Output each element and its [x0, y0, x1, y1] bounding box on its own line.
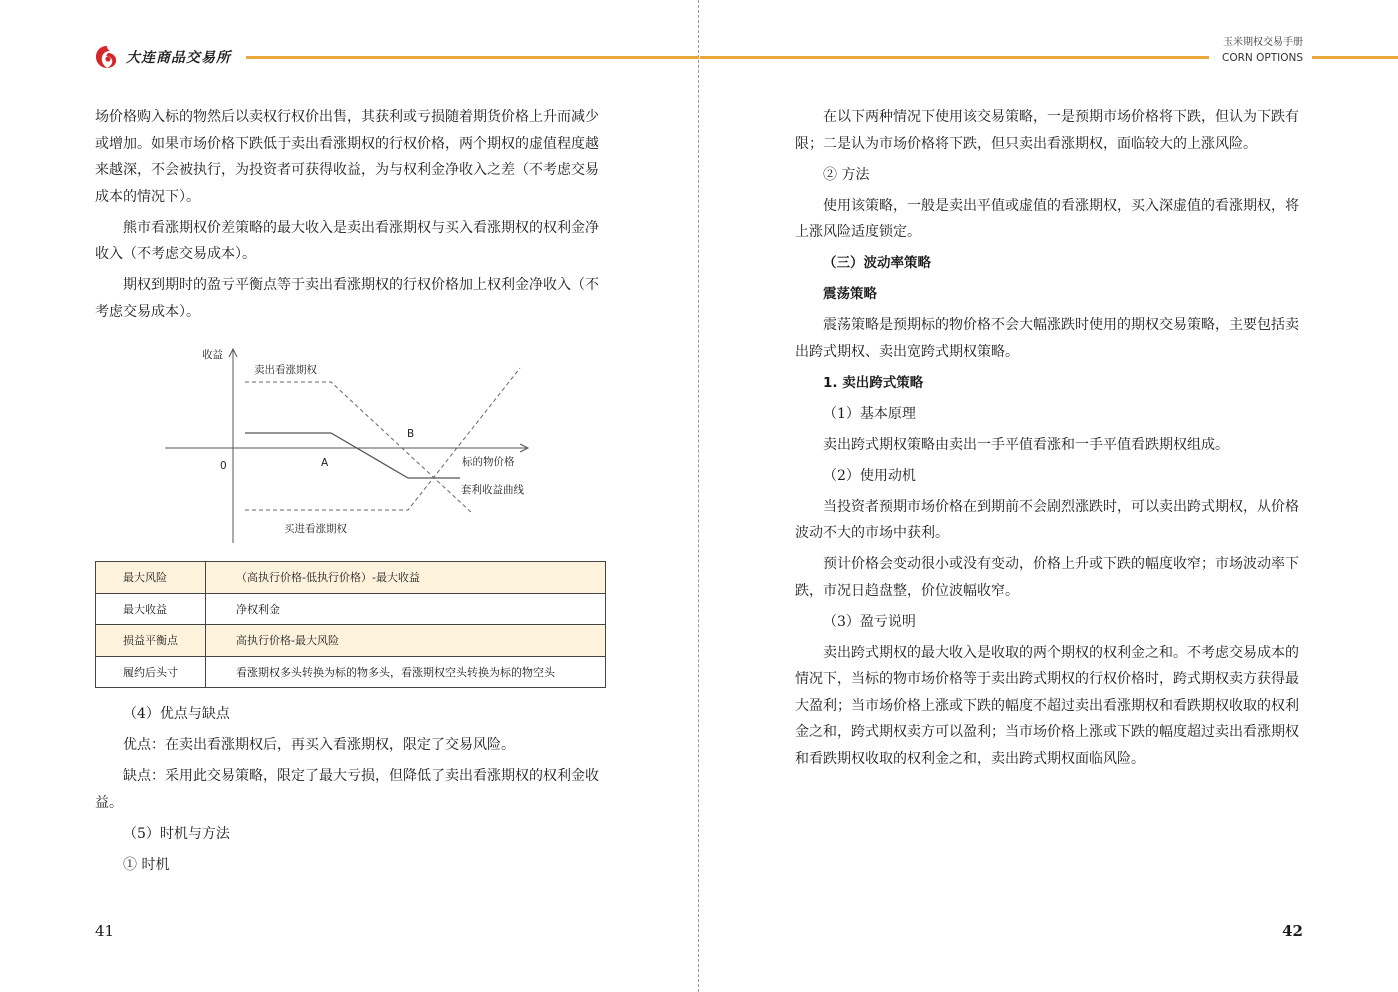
- header-rule: [246, 56, 699, 59]
- page-number: 41: [95, 922, 115, 940]
- paragraph: 卖出跨式期权的最大收入是收取的两个期权的权利金之和。不考虑交易成本的情况下，当标的物市场价格等于卖出跨式期权的行权价格时，跨式期权卖方获得最大盈利；当市场价格上涨或下跌的幅度不超过卖出看涨期权和看跌期权收取的权利金之和，跨式期权卖方可以盈利；当市场价格上涨或下跌的幅度超过卖出看涨期权和看跌期权收取的权利金之和，卖出跨式期权面临风险。: [795, 644, 1299, 767]
- dce-logo-icon: [94, 44, 120, 70]
- paragraph: 预计价格会变动很小或没有变动，价格上升或下跌的幅度收窄；市场波动率下跌，市况日趋盘整，价位波幅收窄。: [795, 556, 1299, 599]
- chart-x-label: 标的物价格: [462, 456, 515, 468]
- paragraph: 在以下两种情况下使用该交易策略，一是预期市场价格将下跌，但认为下跌有限；二是认为市场价格将下跌，但只卖出看涨期权，面临较大的上涨风险。: [795, 109, 1299, 152]
- table-row: [96, 593, 606, 625]
- left-body-bottom: [95, 701, 605, 883]
- chart-y-label: 收益: [202, 349, 223, 361]
- table-value: 高执行价格-最大风险: [206, 625, 606, 657]
- table-row: [96, 656, 606, 688]
- paragraph: 场价格购入标的物然后以卖权行权价出售，其获利或亏损随着期货价格上升而减少或增加。如果市场价格下跌低于卖出看涨期权的行权价格，两个期权的虚值程度越来越深，不会被执行，为投资者可获得收益，为与权利金净收入之差（不考虑交易成本的情况下）。: [95, 109, 599, 205]
- subheading: ② 方法: [823, 166, 870, 183]
- subheading: （3）盈亏说明: [823, 613, 916, 630]
- right-page: [700, 0, 1398, 992]
- strategy-summary-table: [95, 561, 606, 688]
- subheading: （5）时机与方法: [123, 825, 230, 842]
- paragraph: 当投资者预期市场价格在到期前不会剧烈涨跌时，可以卖出跨式期权，从价格波动不大的市场中获利。: [795, 498, 1299, 541]
- book-subtitle: CORN OPTIONS: [1222, 52, 1303, 64]
- chart-label-b: B: [407, 428, 415, 440]
- subheading: （1）基本原理: [823, 405, 916, 422]
- table-value: 看涨期权多头转换为标的物多头，看涨期权空头转换为标的物空头: [206, 656, 606, 688]
- table-row: [96, 625, 606, 657]
- table-key: 最大风险: [96, 562, 206, 594]
- table-value: 净权利金: [206, 593, 606, 625]
- bear-call-spread-chart: [150, 338, 550, 548]
- table-key: 履约后头寸: [96, 656, 206, 688]
- table-key: 损益平衡点: [96, 625, 206, 657]
- exchange-logo: [94, 44, 231, 70]
- header-rule: [700, 56, 1209, 59]
- subheading: （4）优点与缺点: [123, 706, 230, 722]
- item-heading: 1. 卖出跨式策略: [823, 374, 924, 391]
- subheading: （2）使用动机: [823, 467, 916, 484]
- chart-spread-label: 套利收益曲线: [461, 484, 524, 496]
- subsection-heading: 震荡策略: [823, 286, 877, 302]
- paragraph: 熊市看涨期权价差策略的最大收入是卖出看涨期权与买入看涨期权的权利金净收入（不考虑交易成本）。: [95, 219, 599, 262]
- table-row: [96, 562, 606, 594]
- paragraph: 优点：在卖出看涨期权后，再买入看涨期权，限定了交易风险。: [123, 737, 515, 753]
- paragraph: 震荡策略是预期标的物价格不会大幅涨跌时使用的期权交易策略，主要包括卖出跨式期权、卖出宽跨式期权策略。: [795, 317, 1299, 360]
- header-rule: [1312, 56, 1398, 59]
- chart-buy-call-label: 买进看涨期权: [284, 523, 347, 535]
- section-heading: （三）波动率策略: [823, 255, 931, 271]
- spread-curve: [245, 433, 460, 478]
- table-key: 最大收益: [96, 593, 206, 625]
- paragraph: 缺点：采用此交易策略，限定了最大亏损，但降低了卖出看涨期权的权利金收益。: [95, 768, 599, 811]
- paragraph: 卖出跨式期权策略由卖出一手平值看涨和一手平值看跌期权组成。: [823, 436, 1229, 453]
- left-body-top: [95, 104, 605, 330]
- chart-sell-call-label: 卖出看涨期权: [254, 364, 317, 376]
- right-body: [795, 104, 1305, 777]
- page-number: 42: [1282, 922, 1303, 940]
- book-title: 玉米期权交易手册: [1223, 37, 1303, 48]
- chart-label-a: A: [321, 457, 329, 469]
- table-value: （高执行价格-低执行价格）-最大收益: [206, 562, 606, 594]
- paragraph: 期权到期时的盈亏平衡点等于卖出看涨期权的行权价格加上权利金净收入（不考虑交易成本）。: [95, 277, 599, 320]
- subheading: ① 时机: [123, 856, 170, 873]
- chart-origin-label: 0: [220, 460, 227, 472]
- paragraph: 使用该策略，一般是卖出平值或虚值的看涨期权，买入深虚值的看涨期权，将上涨风险适度锁定。: [795, 197, 1299, 240]
- logo-text: 大连商品交易所: [126, 50, 231, 66]
